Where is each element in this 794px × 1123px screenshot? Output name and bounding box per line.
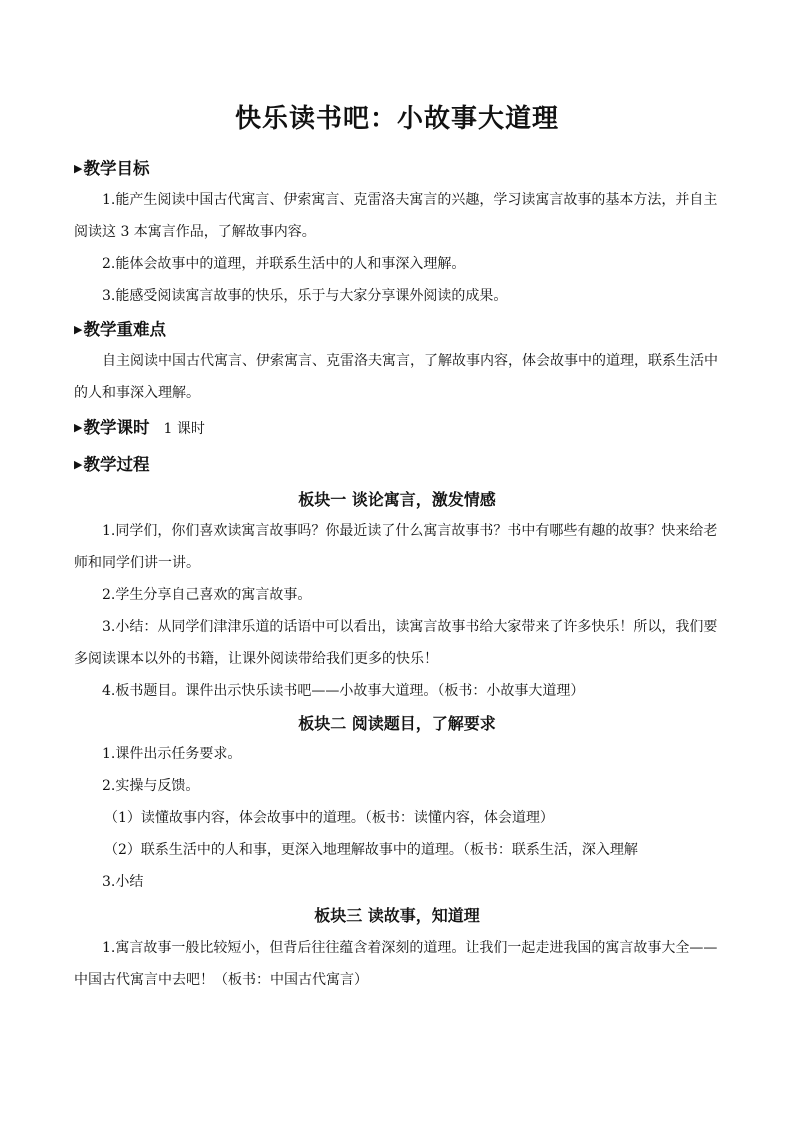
section-heading-key-points: [74, 316, 166, 340]
section-heading-hours: [74, 414, 205, 438]
goals-heading-text: 教学目标: [83, 159, 150, 178]
block-2-title: 板块二 阅读题目，了解要求: [298, 714, 496, 733]
block-2-item-1: 1.课件出示任务要求。: [102, 746, 242, 762]
key-points-text: 自主阅读中国古代寓言、伊索寓言、克雷洛夫寓言，了解故事内容，体会故事中的道理，联系生活中的人和事深入理解。: [74, 353, 718, 401]
block-3-title: 板块三 读故事，知道理: [314, 906, 480, 925]
goal-item-3: 3.能感受阅读寓言故事的快乐，乐于与大家分享课外阅读的成果。: [102, 288, 508, 304]
triangle-bullet-icon: ▶: [74, 458, 83, 471]
triangle-bullet-icon: ▶: [74, 323, 83, 336]
goal-item-2: 2.能体会故事中的道理，并联系生活中的人和事深入理解。: [102, 256, 466, 272]
block-2-item-2: 2.实操与反馈。: [102, 778, 200, 794]
block-2-item-5: 3.小结: [102, 874, 144, 890]
process-heading-text: 教学过程: [83, 455, 150, 474]
block-1-item-4: 4.板书题目。课件出示快乐读书吧——小故事大道理。（板书：小故事大道理）: [102, 683, 585, 699]
block-1-item-2: 2.学生分享自己喜欢的寓言故事。: [102, 587, 312, 603]
block-2-item-4: （2）联系生活中的人和事，更深入地理解故事中的道理。（板书：联系生活，深入理解: [104, 842, 638, 858]
key-points-heading-text: 教学重难点: [83, 320, 166, 339]
goal-item-1: 1.能产生阅读中国古代寓言、伊索寓言、克雷洛夫寓言的兴趣，学习读寓言故事的基本方法，并自主阅读这 3 本寓言作品，了解故事内容。: [74, 192, 718, 240]
triangle-bullet-icon: ▶: [74, 421, 83, 434]
document-title: 快乐读书吧：小故事大道理: [234, 104, 559, 134]
hours-heading-text: 教学课时: [83, 418, 150, 437]
block-1-title: 板块一 谈论寓言，激发情感: [298, 490, 496, 509]
triangle-bullet-icon: ▶: [74, 162, 83, 175]
block-1-item-1: 1.同学们，你们喜欢读寓言故事吗？你最近读了什么寓言故事书？书中有哪些有趣的故事？快来给老师和同学们讲一讲。: [74, 523, 718, 571]
section-heading-goals: [74, 155, 149, 179]
block-2-item-3: （1）读懂故事内容，体会故事中的道理。（板书：读懂内容，体会道理）: [104, 810, 554, 826]
block-3-item-1: 1.寓言故事一般比较短小，但背后往往蕴含着深刻的道理。让我们一起走进我国的寓言故事大全——中国古代寓言中去吧！（板书：中国古代寓言）: [74, 940, 718, 988]
hours-value: 1 课时: [163, 421, 205, 437]
section-heading-process: [74, 451, 149, 475]
block-1-item-3: 3.小结：从同学们津津乐道的话语中可以看出，读寓言故事书给大家带来了许多快乐！所以，我们要多阅读课本以外的书籍，让课外阅读带给我们更多的快乐！: [74, 619, 718, 667]
